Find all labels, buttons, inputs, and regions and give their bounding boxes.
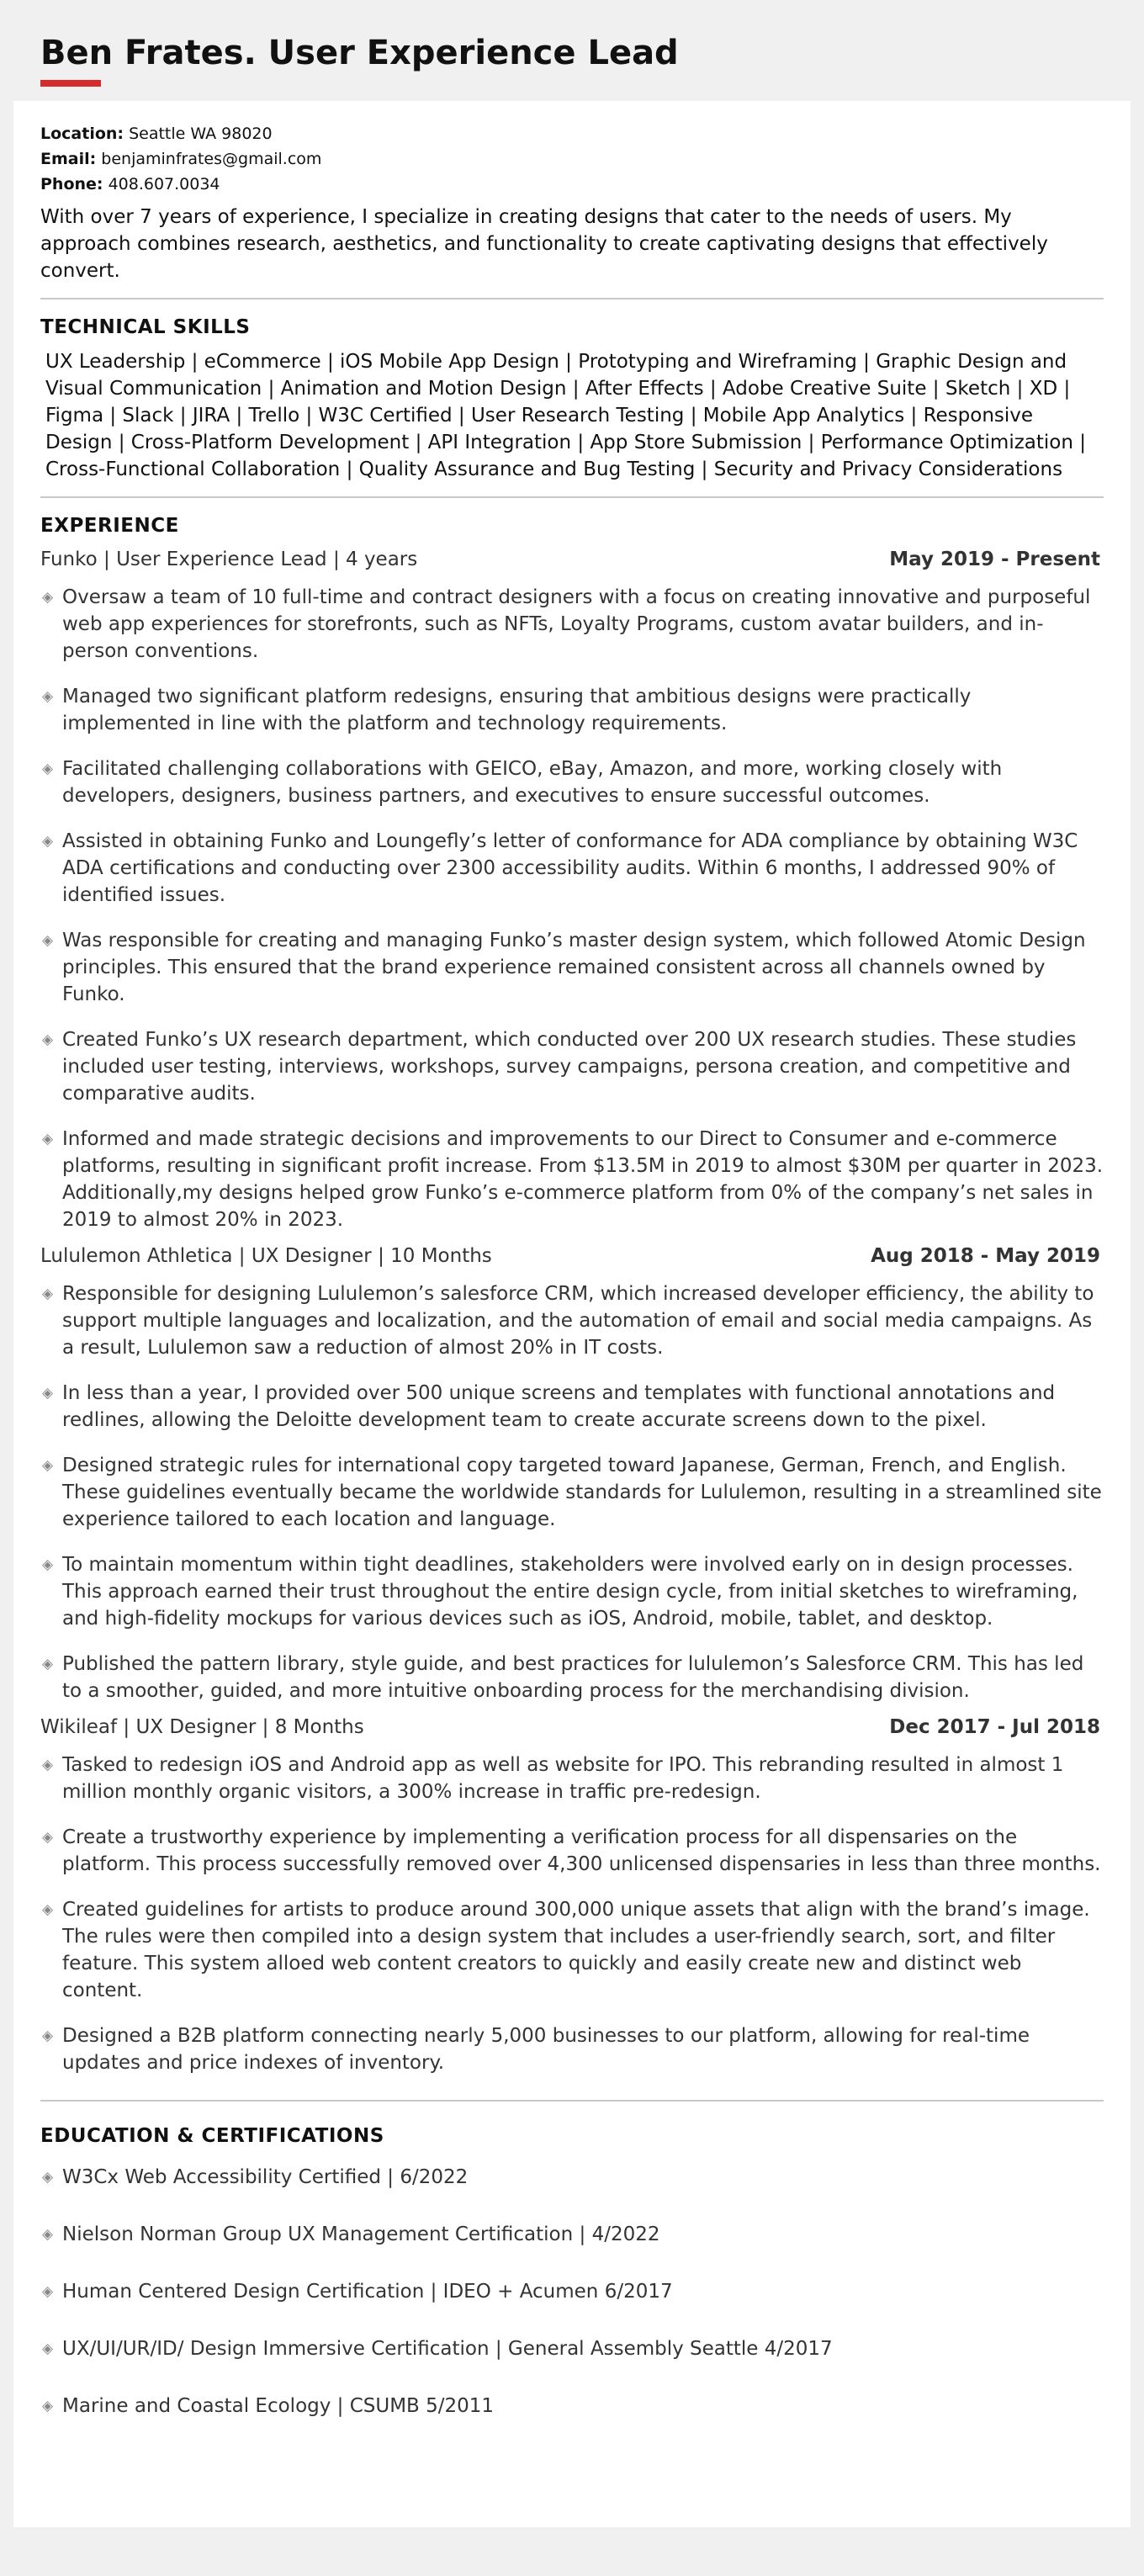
experience-heading: EXPERIENCE <box>40 515 179 537</box>
list-item <box>40 755 1104 809</box>
education-heading: EDUCATION & CERTIFICATIONS <box>40 2125 384 2147</box>
list-item <box>40 2022 1104 2076</box>
bullet-text: Created guidelines for artists to produce around 300,000 unique assets that align with the brand’s image. The rules were then compiled into a design system that includes a user-friendly search, sort, and filter feature. This system alloed web content creators to quickly and easily create new and distinct web content. <box>62 1899 1090 2001</box>
bullet-text: Assisted in obtaining Funko and Loungefly’s letter of conformance for ADA compliance by obtaining W3C ADA certifications and conducting over 2300 accessibility audits. Within 6 months, I addressed 90% of identified issues. <box>62 830 1078 906</box>
diamond-bullet-icon: ◈ <box>42 1131 54 1148</box>
divider <box>40 298 1104 299</box>
bullet-text: In less than a year, I provided over 500 unique screens and templates with functional annotations and redlines, allowing the Deloitte development team to create accurate screens down to the pixel. <box>62 1382 1056 1431</box>
diamond-bullet-icon: ◈ <box>42 1385 54 1402</box>
job-header <box>40 549 1104 570</box>
resume-content <box>40 121 1104 2420</box>
diamond-bullet-icon: ◈ <box>42 1757 54 1773</box>
contact-location <box>40 121 1104 146</box>
bullet-text: To maintain momentum within tight deadlines, stakeholders were involved early on in design processes. This approach earned their trust throughout the entire design cycle, from initial sketches to wireframing, and high-fidelity mockups for various devices such as iOS, Android, mobile, tablet, and desktop. <box>62 1554 1078 1630</box>
list-item <box>40 2278 1104 2305</box>
diamond-bullet-icon: ◈ <box>42 1031 54 1048</box>
diamond-bullet-icon: ◈ <box>42 2283 54 2300</box>
education-item-text: W3Cx Web Accessibility Certified | 6/2022 <box>62 2166 469 2188</box>
page-header <box>0 0 1144 101</box>
diamond-bullet-icon: ◈ <box>42 589 54 606</box>
education-item-text: Nielson Norman Group UX Management Certification | 4/2022 <box>62 2224 660 2245</box>
job-dates: Dec 2017 - Jul 2018 <box>889 1716 1100 1738</box>
page-title: Ben Frates. User Experience Lead <box>40 34 679 72</box>
education-list <box>40 2164 1104 2420</box>
diamond-bullet-icon: ◈ <box>42 1901 54 1918</box>
diamond-bullet-icon: ◈ <box>42 2340 54 2357</box>
list-item <box>40 1896 1104 2004</box>
diamond-bullet-icon: ◈ <box>42 1457 54 1474</box>
bullet-text: Designed strategic rules for international copy targeted toward Japanese, German, French, and English. These guidelines eventually became the worldwide standards for Lululemon, resulting in a streamlined site experience tailored to each location and language. <box>62 1455 1102 1530</box>
list-item <box>40 1752 1104 1805</box>
education-item-text: Human Centered Design Certification | IDEO + Acumen 6/2017 <box>62 2281 673 2303</box>
list-item <box>40 1280 1104 1361</box>
job-title: Funko | User Experience Lead | 4 years <box>40 549 418 570</box>
job-header <box>40 1716 1104 1738</box>
contact-phone <box>40 172 1104 197</box>
list-item <box>40 828 1104 909</box>
diamond-bullet-icon: ◈ <box>42 1656 54 1672</box>
list-item <box>40 1452 1104 1533</box>
job-bullets <box>40 1280 1104 1704</box>
email-value[interactable]: benjaminfrates@gmail.com <box>101 150 322 168</box>
list-item <box>40 1551 1104 1632</box>
skills-list: UX Leadership | eCommerce | iOS Mobile App Design | Prototyping and Wireframing | Graphic Design and Visual Communication | Animation and Motion Design | After Effects | Adobe Creative Suite | Sketch | XD | Figma | Slack | JIRA | Trello | W3C Certified | User Research Testing | Mobile App Analytics | Responsive Design | Cross-Platform Development | API Integration | App Store Submission | Performance Optimization | Cross-Functional Collaboration | Quality Assurance and Bug Testing | Security and Privacy Considerations <box>45 351 1086 480</box>
location-value: Seattle WA 98020 <box>129 125 273 143</box>
diamond-bullet-icon: ◈ <box>42 1285 54 1302</box>
bullet-text: Tasked to redesign iOS and Android app as well as website for IPO. This rebranding resulted in almost 1 million monthly organic visitors, a 300% increase in traffic pre-redesign. <box>62 1754 1064 1803</box>
bullet-text: Responsible for designing Lululemon’s salesforce CRM, which increased developer efficiency, the ability to support multiple languages and localization, and the automation of email and social media campaigns. As a result, Lululemon saw a reduction of almost 20% in IT costs. <box>62 1283 1094 1359</box>
email-label: Email: <box>40 150 97 168</box>
resume-card <box>13 101 1131 2527</box>
bullet-text: Designed a B2B platform connecting nearly 5,000 businesses to our platform, allowing for real-time updates and price indexes of inventory. <box>62 2025 1030 2074</box>
bullet-text: Informed and made strategic decisions and improvements to our Direct to Consumer and e-commerce platforms, resulting in significant profit increase. From $13.5M in 2019 to almost $30M per quarter in 2023. Additionally,my designs helped grow Funko’s e-commerce platform from 0% of the company’s net sales in 2019 to almost 20% in 2023. <box>62 1128 1104 1231</box>
bullet-text: Was responsible for creating and managing Funko’s master design system, which followed Atomic Design principles. This ensured that the brand experience remained consistent across all channels owned by Funko. <box>62 930 1086 1005</box>
bullet-text: Published the pattern library, style guide, and best practices for lululemon’s Salesforce CRM. This has led to a smoother, guided, and more intuitive onboarding process for the merchandising division. <box>62 1653 1084 1702</box>
bullet-text: Create a trustworthy experience by implementing a verification process for all dispensaries on the platform. This process successfully removed over 4,300 unlicensed dispensaries in less than three months. <box>62 1826 1101 1875</box>
education-item-text: Marine and Coastal Ecology | CSUMB 5/2011 <box>62 2395 495 2417</box>
job-bullets <box>40 1752 1104 2076</box>
diamond-bullet-icon: ◈ <box>42 2226 54 2243</box>
phone-value[interactable]: 408.607.0034 <box>108 175 220 193</box>
experience-list <box>40 549 1104 2076</box>
bullet-text: Facilitated challenging collaborations with GEICO, eBay, Amazon, and more, working closely with developers, designers, business partners, and executives to ensure successful outcomes. <box>62 758 1003 807</box>
list-item <box>40 927 1104 1008</box>
diamond-bullet-icon: ◈ <box>42 2169 54 2186</box>
divider <box>40 496 1104 498</box>
diamond-bullet-icon: ◈ <box>42 1829 54 1846</box>
list-item <box>40 683 1104 737</box>
job-header <box>40 1245 1104 1267</box>
bullet-text: Managed two significant platform redesigns, ensuring that ambitious designs were practically implemented in line with the platform and technology requirements. <box>62 686 972 734</box>
list-item <box>40 2335 1104 2362</box>
list-item <box>40 1824 1104 1878</box>
diamond-bullet-icon: ◈ <box>42 761 54 777</box>
list-item <box>40 1651 1104 1704</box>
diamond-bullet-icon: ◈ <box>42 1556 54 1573</box>
list-item <box>40 1026 1104 1107</box>
job-title: Wikileaf | UX Designer | 8 Months <box>40 1716 364 1738</box>
list-item <box>40 1380 1104 1434</box>
divider <box>40 2100 1104 2102</box>
list-item <box>40 1126 1104 1233</box>
job-dates: May 2019 - Present <box>889 549 1100 570</box>
diamond-bullet-icon: ◈ <box>42 932 54 949</box>
diamond-bullet-icon: ◈ <box>42 688 54 705</box>
phone-label: Phone: <box>40 175 103 193</box>
list-item <box>40 2164 1104 2191</box>
job-dates: Aug 2018 - May 2019 <box>871 1245 1100 1267</box>
bullet-text: Oversaw a team of 10 full-time and contract designers with a focus on creating innovative and purposeful web app experiences for storefronts, such as NFTs, Loyalty Programs, custom avatar builders, and in-person conventions. <box>62 586 1091 662</box>
diamond-bullet-icon: ◈ <box>42 2398 54 2414</box>
list-item <box>40 584 1104 665</box>
diamond-bullet-icon: ◈ <box>42 2027 54 2044</box>
job-bullets <box>40 584 1104 1233</box>
job-title: Lululemon Athletica | UX Designer | 10 Months <box>40 1245 492 1267</box>
contact-email <box>40 146 1104 172</box>
diamond-bullet-icon: ◈ <box>42 833 54 850</box>
summary: With over 7 years of experience, I specialize in creating designs that cater to the needs of users. My approach combines research, aesthetics, and functionality to create captivating designs that effectively convert. <box>40 206 1048 282</box>
bullet-text: Created Funko’s UX research department, which conducted over 200 UX research studies. These studies included user testing, interviews, workshops, survey campaigns, persona creation, and competitive and comparative audits. <box>62 1029 1077 1105</box>
list-item <box>40 2393 1104 2420</box>
location-label: Location: <box>40 125 124 143</box>
list-item <box>40 2221 1104 2248</box>
title-accent-bar <box>40 80 101 87</box>
skills-heading: TECHNICAL SKILLS <box>40 316 251 338</box>
education-item-text: UX/UI/UR/ID/ Design Immersive Certification | General Assembly Seattle 4/2017 <box>62 2338 833 2360</box>
